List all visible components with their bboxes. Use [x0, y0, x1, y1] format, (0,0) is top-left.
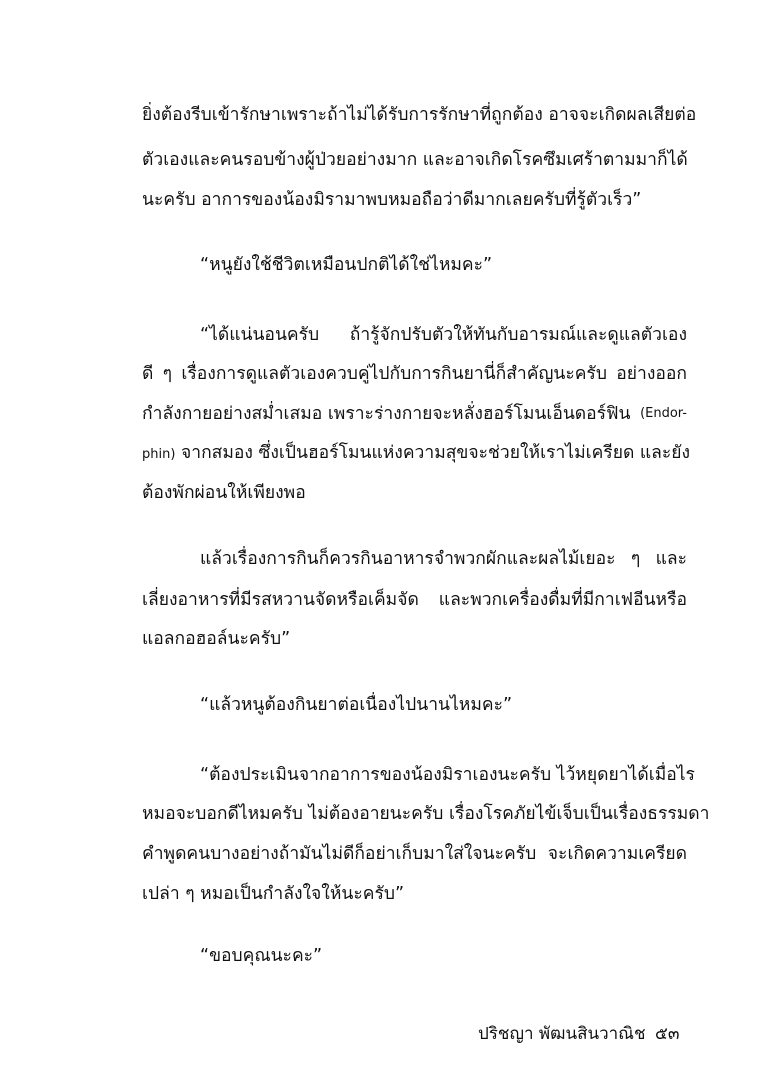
footer-author: ปริชญา พัฒนสินวาณิช	[478, 1024, 646, 1044]
text-line: แล้วเรื่องการกินก็ควรกินอาหารจำพวกผักและผลไม้เยอะ ๆ และ	[200, 549, 687, 569]
text-line: หมอจะบอกดีไหมครับ ไม่ต้องอายนะครับ เรื่องโรคภัยไข้เจ็บเป็นเรื่องธรรมดา	[142, 804, 710, 824]
text-line	[142, 403, 687, 425]
text-line: “ขอบคุณนะคะ”	[200, 946, 323, 966]
text-line: แอลกอฮอล์นะครับ”	[142, 629, 291, 649]
text-span: กำลังกายอย่างสม่ำเสมอ เพราะร่างกายจะหลั่งฮอร์โมนเอ็นดอร์ฟิน	[142, 404, 631, 424]
text-line: คำพูดคนบางอย่างถ้ามันไม่ดีก็อย่าเก็บมาใส่ใจนะครับ จะเกิดความเครียด	[142, 844, 687, 864]
text-line: “ได้แน่นอนครับ ถ้ารู้จักปรับตัวให้ทันกับอารมณ์และดูแลตัวเอง	[200, 325, 687, 345]
term-english: phin)	[142, 447, 176, 462]
text-line: เปล่า ๆ หมอเป็นกำลังใจให้นะครับ”	[142, 884, 405, 904]
text-line: เลี่ยงอาหารที่มีรสหวานจัดหรือเค็มจัด และพวกเครื่องดื่มที่มีกาเฟอีนหรือ	[142, 590, 687, 610]
text-span: จากสมอง ซึ่งเป็นฮอร์โมนแห่งความสุขจะช่วยให้เราไม่เครียด และยัง	[181, 443, 691, 463]
term-english: (Endor-	[640, 406, 687, 421]
text-line: “หนูยังใช้ชีวิตเหมือนปกติได้ใช่ไหมคะ”	[200, 255, 493, 275]
text-line: ตัวเองและคนรอบข้างผู้ป่วยอย่างมาก และอาจเกิดโรคซึมเศร้าตามมาก็ได้	[142, 150, 688, 170]
text-line: ต้องพักผ่อนให้เพียงพอ	[142, 483, 306, 503]
text-line: ดี ๆ เรื่องการดูแลตัวเองควบคู่ไปกับการกินยานี่ก็สำคัญนะครับ อย่างออก	[142, 364, 687, 384]
text-line: ยิ่งต้องรีบเข้ารักษาเพราะถ้าไม่ได้รับการรักษาที่ถูกต้อง อาจจะเกิดผลเสียต่อ	[142, 105, 697, 125]
text-line	[142, 442, 691, 466]
text-line: “แล้วหนูต้องกินยาต่อเนื่องไปนานไหมคะ”	[200, 695, 513, 715]
page-number: ๕๓	[655, 1024, 680, 1044]
text-line: นะครับ อาการของน้องมิรามาพบหมอถือว่าดีมากเลยครับที่รู้ตัวเร็ว”	[142, 190, 642, 210]
text-line: “ต้องประเมินจากอาการของน้องมิราเองนะครับ ไว้หยุดยาได้เมื่อไร	[200, 765, 695, 785]
